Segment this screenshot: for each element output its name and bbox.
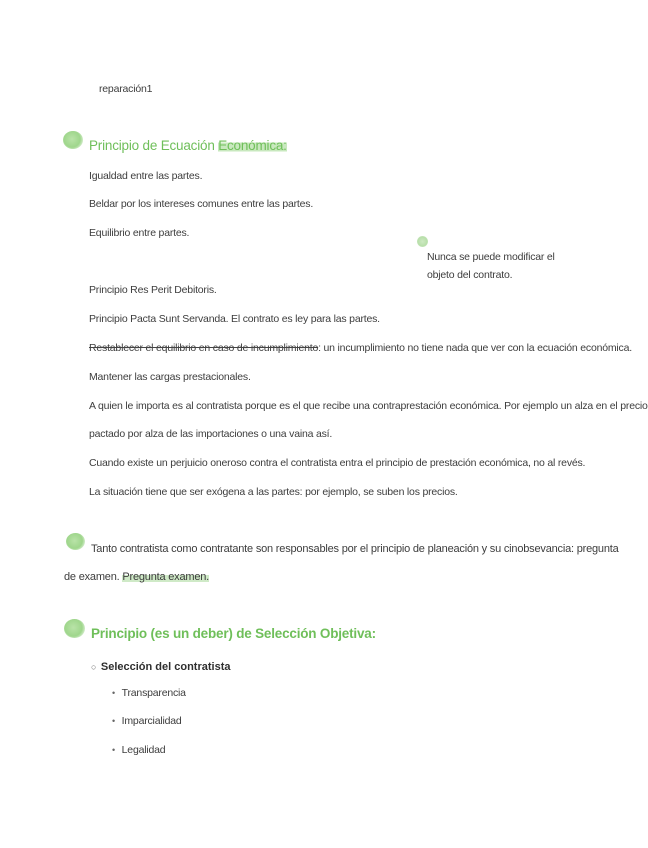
heading-highlight: Económica: — [218, 138, 287, 153]
list-item — [112, 715, 182, 727]
text-line: Igualdad entre las partes. — [89, 170, 203, 182]
section-heading-ecuacion — [89, 138, 287, 153]
text-line-strikethrough — [89, 342, 632, 354]
paragraph-text: de examen. — [64, 571, 120, 583]
text-line: Mantener las cargas prestacionales. — [89, 371, 251, 383]
top-fragment: reparación1 — [99, 83, 153, 95]
side-note-dot — [417, 236, 428, 247]
green-bullet-blob — [66, 533, 85, 550]
paragraph-line — [64, 571, 209, 583]
list-item-text: Legalidad — [121, 744, 166, 756]
list-item-text: Imparcialidad — [121, 715, 182, 727]
text-line: Principio Res Perit Debitoris. — [89, 284, 217, 296]
bullet: • — [112, 745, 115, 755]
hollow-bullet: ○ — [91, 662, 97, 672]
heading-text: Principio de Ecuación — [89, 138, 215, 153]
text-line: La situación tiene que ser exógena a las partes: por ejemplo, se suben los precios. — [89, 486, 458, 498]
green-bullet-blob — [63, 131, 83, 149]
text-line: Beldar por los intereses comunes entre las partes. — [89, 198, 314, 210]
side-note-line: Nunca se puede modificar el — [427, 251, 555, 263]
strikethrough-text: Restablecer el equilibrio en caso de incumplimiento — [89, 342, 319, 354]
text-line: Equilibrio entre partes. — [89, 227, 190, 239]
bullet: • — [112, 716, 115, 726]
section-heading-seleccion: Principio (es un deber) de Selección Objetiva: — [91, 626, 376, 641]
list-item-text: Transparencia — [121, 687, 186, 699]
text-line: Principio Pacta Sunt Servanda. El contrato es ley para las partes. — [89, 313, 380, 325]
text-line: A quien le importa es al contratista porque es el que recibe una contraprestación económica. Por ejemplo un alza en el precio — [89, 400, 648, 412]
highlighted-text: Pregunta examen. — [122, 571, 210, 583]
green-bullet-blob — [64, 619, 85, 638]
paragraph-line: Tanto contratista como contratante son responsables por el principio de planeación y su cinobsevancia: pregunta — [91, 543, 619, 555]
side-note-line: objeto del contrato. — [427, 269, 513, 281]
text-line: Cuando existe un perjuicio oneroso contra el contratista entra el principio de prestación económica, no al revés. — [89, 457, 586, 469]
text-line: pactado por alza de las importaciones o una vaina así. — [89, 428, 333, 440]
list-item — [112, 687, 186, 699]
list-item — [112, 744, 165, 756]
bullet: • — [112, 688, 115, 698]
sub-item — [91, 657, 231, 675]
text-continuation: : un incumplimiento no tiene nada que ver con la ecuación económica. — [318, 342, 632, 354]
sub-heading: Selección del contratista — [100, 661, 231, 673]
